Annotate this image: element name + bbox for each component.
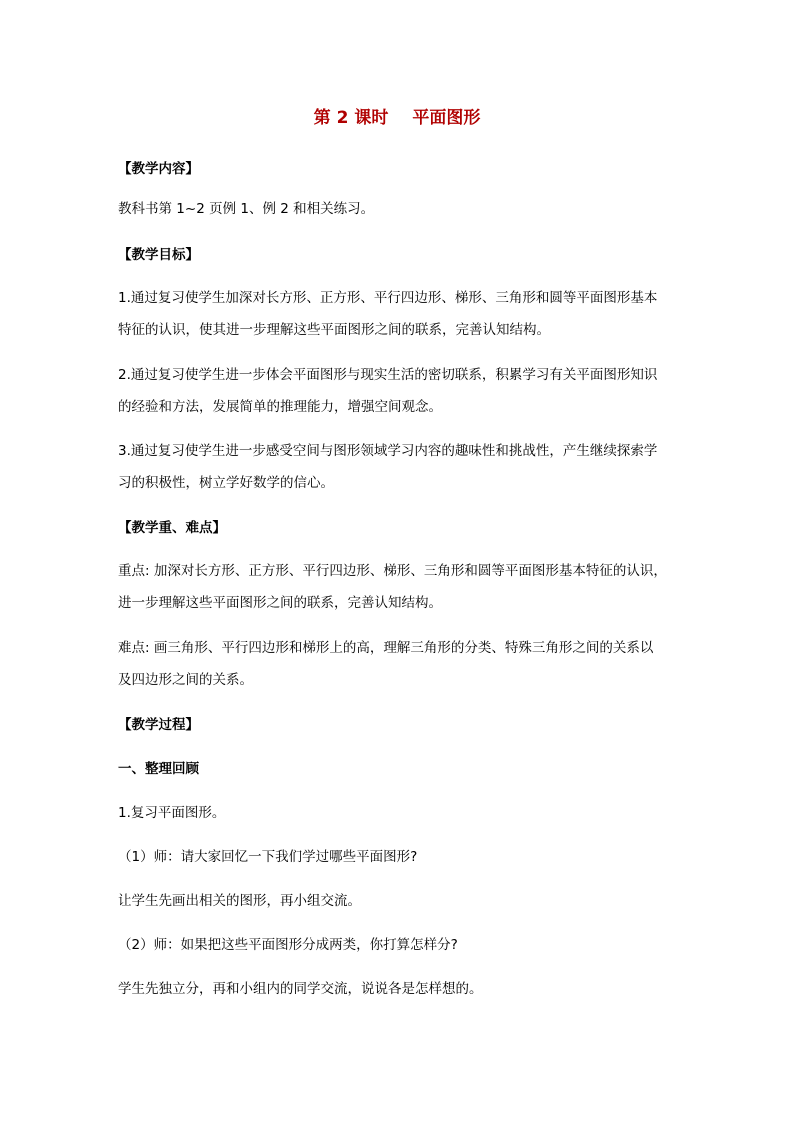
heading-teaching-goals: 【教学目标】 — [118, 247, 199, 263]
goal-1-line-2: 特征的认识，使其进一步理解这些平面图形之间的联系，完善认知结构。 — [118, 322, 550, 338]
key-point-line-2: 进一步理解这些平面图形之间的联系，完善认知结构。 — [118, 595, 442, 611]
goal-2-line-1: 2.通过复习使学生进一步体会平面图形与现实生活的密切联系，积累学习有关平面图形知识 — [118, 367, 658, 383]
step-review-shapes: 1.复习平面图形。 — [118, 805, 226, 821]
page-title — [0, 103, 794, 128]
question-2: （2）师：如果把这些平面图形分成两类，你打算怎样分? — [118, 937, 458, 953]
goal-3-line-1: 3.通过复习使学生进一步感受空间与图形领域学习内容的趣味性和挑战性，产生继续探索学 — [118, 443, 658, 459]
goal-2-line-2: 的经验和方法，发展简单的推理能力，增强空间观念。 — [118, 399, 442, 415]
heading-teaching-content: 【教学内容】 — [118, 161, 199, 177]
difficulty-line-2: 及四边形之间的关系。 — [118, 672, 253, 688]
question-1: （1）师：请大家回忆一下我们学过哪些平面图形? — [118, 849, 418, 865]
title-topic: 平面图形 — [412, 108, 481, 128]
section-review: 一、整理回顾 — [118, 761, 199, 777]
key-point-line-1: 重点: 加深对长方形、正方形、平行四边形、梯形、三角形和圆等平面图形基本特征的认识， — [118, 563, 667, 579]
question-1-answer: 让学生先画出相关的图形，再小组交流。 — [118, 893, 361, 909]
title-lesson-number: 第 2 课时 — [313, 108, 389, 128]
content-text: 教科书第 1~2 页例 1、例 2 和相关练习。 — [118, 201, 375, 217]
question-2-answer: 学生先独立分，再和小组内的同学交流，说说各是怎样想的。 — [118, 981, 483, 997]
heading-key-points: 【教学重、难点】 — [118, 520, 226, 536]
difficulty-line-1: 难点: 画三角形、平行四边形和梯形上的高，理解三角形的分类、特殊三角形之间的关系以 — [118, 640, 654, 656]
heading-teaching-process: 【教学过程】 — [118, 717, 199, 733]
goal-3-line-2: 习的积极性，树立学好数学的信心。 — [118, 475, 334, 491]
goal-1-line-1: 1.通过复习使学生加深对长方形、正方形、平行四边形、梯形、三角形和圆等平面图形基本 — [118, 290, 658, 306]
